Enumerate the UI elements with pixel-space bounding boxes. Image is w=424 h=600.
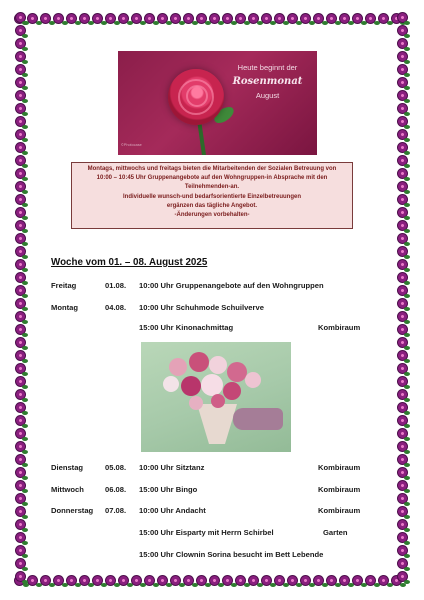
schedule-day: Freitag [51,281,77,290]
week-title: Woche vom 01. – 08. August 2025 [51,257,208,268]
schedule-event: 10:00 Uhr Andacht [139,506,206,515]
leaf-border-icon [22,268,28,272]
notice-line: 10:00 – 10:45 Uhr Gruppenangebote auf den Wohngruppen-in Absprache mit den [96,175,328,182]
leaf-border-icon [22,190,28,194]
schedule-room: Kombiraum [318,463,361,472]
leaf-border-icon [22,203,28,207]
leaf-border-icon [404,567,410,571]
notice-box [71,162,353,229]
leaf-border-icon [404,294,410,298]
notice-line: Individuelle wunsch-und bedarfsorientierte Einzelbetreuungen [122,193,302,200]
leaf-border-icon [404,580,410,584]
leaf-border-icon [22,567,28,571]
leaf-border-icon [22,21,28,25]
leaf-border-icon [404,242,410,246]
schedule-event: 10:00 Uhr Sitztanz [139,463,205,472]
leaf-border-icon [404,398,410,402]
leaf-border-icon [404,437,410,441]
leaf-border-icon [404,502,410,506]
schedule-day: Montag [51,303,78,312]
leaf-border-icon [404,47,410,51]
leaf-border-icon [22,528,28,532]
notice-line: -Änderungen vorbehalten- [174,212,250,219]
leaf-border-icon [22,255,28,259]
leaf-border-icon [22,60,28,64]
leaf-border-icon [22,99,28,103]
image-credit: ©Photocase [121,143,142,147]
flower-border-left [14,12,28,588]
leaf-border-icon [22,476,28,480]
flower-shape [211,394,225,408]
leaf-border-icon [22,216,28,220]
leaf-border-icon [404,372,410,376]
leaf-border-icon [404,255,410,259]
schedule-event: 10:00 Uhr Schuhmode Schuilverve [139,303,264,312]
leaf-border-icon [404,268,410,272]
leaf-border-icon [22,242,28,246]
flower-shape [163,376,179,392]
flower-shape [169,358,187,376]
hand-shape [233,408,283,430]
leaf-border-icon [404,333,410,337]
leaf-border-icon [22,450,28,454]
schedule-event: 15:00 Uhr Eisparty mit Herrn Schirbel [139,528,274,537]
flower-border-bottom [14,574,410,588]
leaf-border-icon [404,190,410,194]
bouquet-wrap [197,404,237,444]
schedule-date: 04.08. [105,303,127,312]
schedule-day: Mittwoch [51,485,84,494]
flower-shape [189,396,203,410]
leaf-border-icon [22,580,28,584]
leaf-border-icon [404,112,410,116]
leaf-border-icon [404,528,410,532]
flower-shape [181,376,201,396]
leaf-border-icon [404,424,410,428]
leaf-border-icon [22,515,28,519]
leaf-border-icon [404,281,410,285]
schedule-date: 05.08. [105,463,127,472]
leaf-border-icon [22,541,28,545]
leaf-border-icon [22,229,28,233]
schedule-date: 07.08. [105,506,127,515]
leaf-border-icon [404,320,410,324]
leaf-border-icon [404,359,410,363]
flower-shape [245,372,261,388]
header-line-2: Rosenmonat [232,76,303,87]
leaf-border-icon [404,385,410,389]
flower-shape [189,352,209,372]
leaf-border-icon [22,138,28,142]
leaf-border-icon [22,86,28,90]
notice-line: ergänzen das tägliche Angebot. [166,202,258,209]
rose-image [118,51,317,155]
leaf-border-icon [22,398,28,402]
leaf-border-icon [404,177,410,181]
leaf-border-icon [404,60,410,64]
leaf-border-icon [22,554,28,558]
leaf-border-icon [22,359,28,363]
leaf-border-icon [404,73,410,77]
leaf-border-icon [22,346,28,350]
schedule-date: 01.08. [105,281,127,290]
bouquet-image [141,342,291,452]
leaf-border-icon [22,489,28,493]
notice-line: Montags, mittwochs und freitags bieten die Mitarbeitenden der Sozialen Betreuung von [87,166,337,172]
flower-shape [209,356,227,374]
leaf-border-icon [404,515,410,519]
leaf-border-icon [404,216,410,220]
rose-petal [186,85,208,107]
leaf-border-icon [404,125,410,129]
leaf-border-icon [22,424,28,428]
schedule-day: Dienstag [51,463,84,472]
schedule-day: Donnerstag [51,506,94,515]
leaf-border-icon [22,294,28,298]
leaf-border-icon [404,86,410,90]
leaf-border-icon [404,346,410,350]
schedule-event: 15:00 Uhr Kinonachmittag [139,323,234,332]
leaf-border-icon [404,34,410,38]
leaf-border-icon [404,554,410,558]
rose-flower [168,69,224,125]
leaf-border-icon [22,502,28,506]
leaf-border-icon [404,203,410,207]
leaf-border-icon [22,333,28,337]
leaf-border-icon [22,307,28,311]
header-line-3: August [255,91,280,100]
leaf-border-icon [404,463,410,467]
leaf-border-icon [22,281,28,285]
leaf-border-icon [404,138,410,142]
leaf-border-icon [22,151,28,155]
leaf-border-icon [22,411,28,415]
leaf-border-icon [22,385,28,389]
leaf-border-icon [404,541,410,545]
flower-shape [227,362,247,382]
header-line-1: Heute beginnt der [237,63,298,72]
flower-border-top [14,12,410,26]
rose-stem [197,121,207,155]
leaf-border-icon [404,307,410,311]
schedule-room: Kombiraum [318,323,361,332]
notice-line: Teilnehmenden-an. [184,184,240,191]
leaf-border-icon [404,21,410,25]
leaf-border-icon [404,164,410,168]
leaf-border-icon [404,411,410,415]
leaf-border-icon [22,112,28,116]
flower-border-right [396,12,410,588]
leaf-border-icon [404,151,410,155]
leaf-border-icon [404,489,410,493]
leaf-border-icon [22,320,28,324]
leaf-border-icon [22,164,28,168]
schedule-date: 06.08. [105,485,127,494]
schedule-room: Garten [323,528,348,537]
leaf-border-icon [404,99,410,103]
flower-shape [201,374,223,396]
leaf-border-icon [22,437,28,441]
leaf-border-icon [22,34,28,38]
schedule-room: Kombiraum [318,485,361,494]
leaf-border-icon [22,73,28,77]
leaf-border-icon [22,372,28,376]
leaf-border-icon [22,463,28,467]
leaf-border-icon [22,177,28,181]
schedule-event: 15:00 Uhr Bingo [139,485,198,494]
leaf-border-icon [404,450,410,454]
leaf-border-icon [404,476,410,480]
leaf-border-icon [404,229,410,233]
leaf-border-icon [22,47,28,51]
schedule-event: 15:00 Uhr Clownin Sorina besucht im Bett Lebende [139,550,324,559]
schedule-event: 10:00 Uhr Gruppenangebote auf den Wohngruppen [139,281,324,290]
flower-shape [223,382,241,400]
leaf-border-icon [22,125,28,129]
schedule-room: Kombiraum [318,506,361,515]
